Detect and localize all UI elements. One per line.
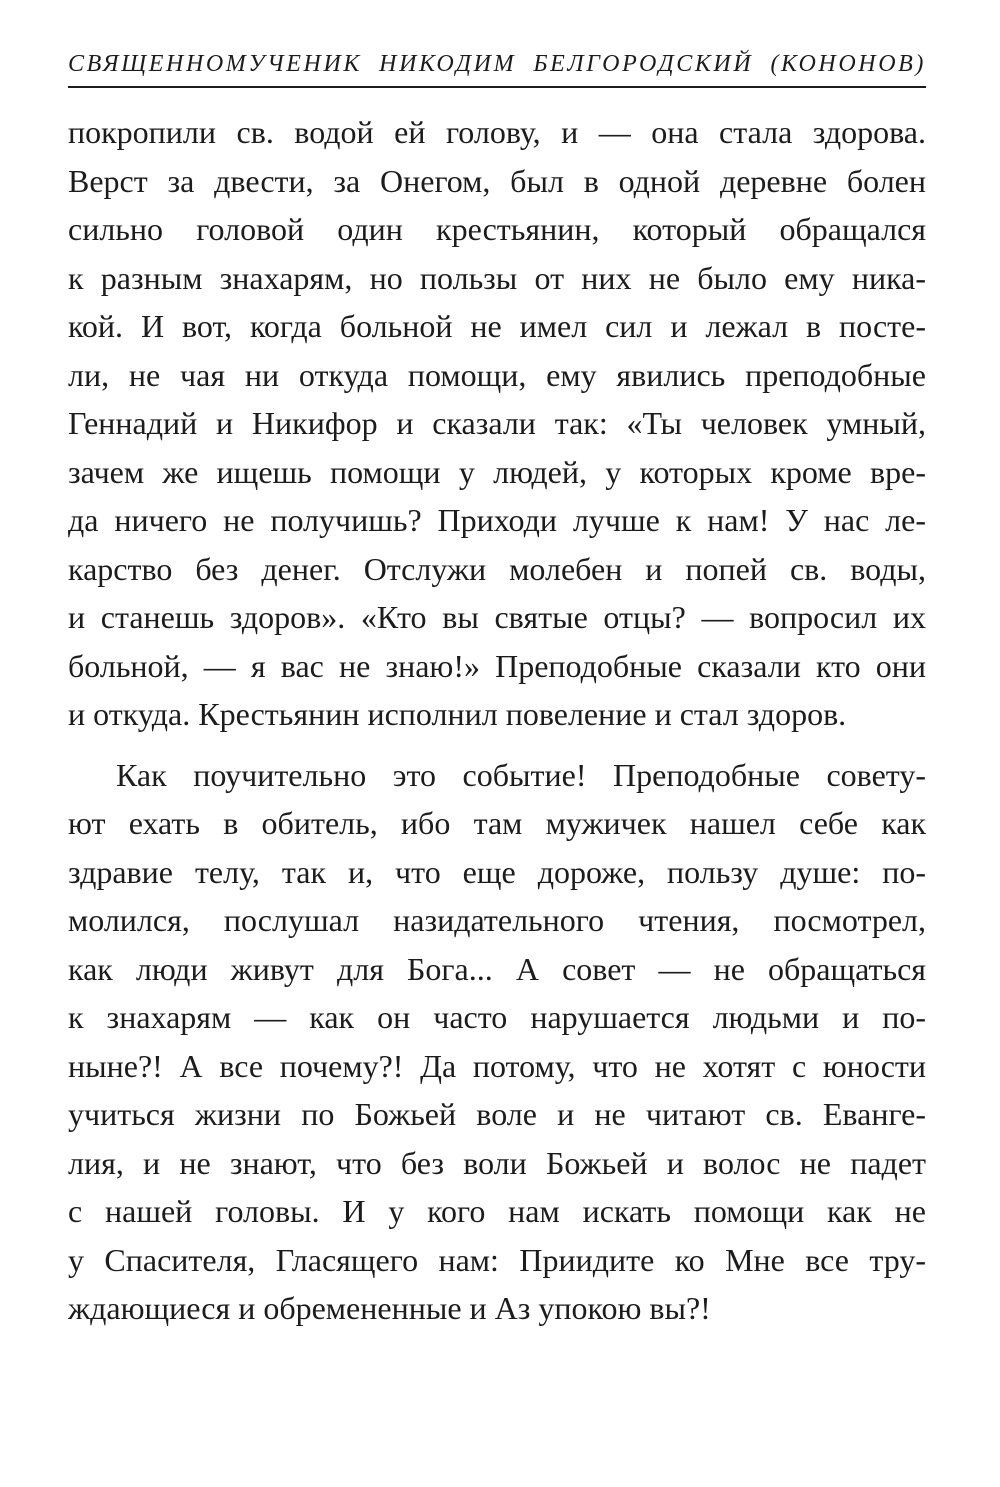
text-line: учиться жизни по Божьей воле и не читают св. Еванге- [68, 1096, 926, 1132]
paragraph-2 [68, 751, 926, 1333]
text-line: ждающиеся и обремененные и Аз упокою вы?! [68, 1290, 711, 1326]
text-line: да ничего не получишь? Приходи лучше к нам! У нас ле- [68, 502, 926, 538]
text-line: покропили св. водой ей голову, и — она стала здорова. [68, 114, 926, 150]
text-line: лия, и не знают, что без воли Божьей и волос не падет [68, 1144, 926, 1181]
text-line: ют ехать в обитель, ибо там мужичек нашел себе как [68, 805, 926, 841]
text-line: зачем же ищешь помощи у людей, у которых кроме вре- [68, 453, 926, 490]
header-rule [68, 86, 926, 88]
text-line: сильно головой один крестьянин, который обращался [68, 211, 926, 247]
text-line: с нашей головы. И у кого нам искать помощи как не [68, 1193, 926, 1229]
text-line: и откуда. Крестьянин исполнил повеление и стал здоров. [68, 696, 847, 732]
running-header: СВЯЩЕННОМУЧЕНИК НИКОДИМ БЕЛГОРОДСКИЙ (КОНОНОВ) [68, 51, 926, 77]
text-line: молился, послушал назидательного чтения, посмотрел, [68, 902, 926, 938]
text-line: и станешь здоров». «Кто вы святые отцы? — вопросил их [68, 599, 926, 635]
text-line: Как поучительно это событие! Преподобные совету- [116, 756, 926, 793]
paragraph-1 [68, 108, 926, 739]
text-line: к разным знахарям, но пользы от них не было ему ника- [68, 259, 926, 296]
paragraph-gap [68, 739, 926, 751]
text-line: ли, не чая ни откуда помощи, ему явились преподобные [68, 356, 926, 393]
text-line: здравие телу, так и, что еще дороже, пользу душе: по- [68, 853, 926, 890]
text-line: больной, — я вас не знаю!» Преподобные сказали кто они [68, 647, 926, 684]
text-line: у Спасителя, Гласящего нам: Приидите ко Мне все тру- [68, 1241, 926, 1278]
text-line: карство без денег. Отслужи молебен и попей св. воды, [68, 550, 926, 587]
text-line: Верст за двести, за Онегом, был в одной деревне болен [68, 162, 926, 199]
body-text [68, 108, 926, 1333]
text-line: как люди живут для Бога... А совет — не обращаться [68, 950, 926, 987]
text-line: ныне?! А все почему?! Да потому, что не хотят с юности [68, 1047, 926, 1084]
text-line: к знахарям — как он часто нарушается людьми и по- [68, 999, 926, 1035]
text-line: кой. И вот, когда больной не имел сил и лежал в посте- [68, 308, 926, 344]
text-line: Геннадий и Никифор и сказали так: «Ты человек умный, [68, 405, 926, 441]
